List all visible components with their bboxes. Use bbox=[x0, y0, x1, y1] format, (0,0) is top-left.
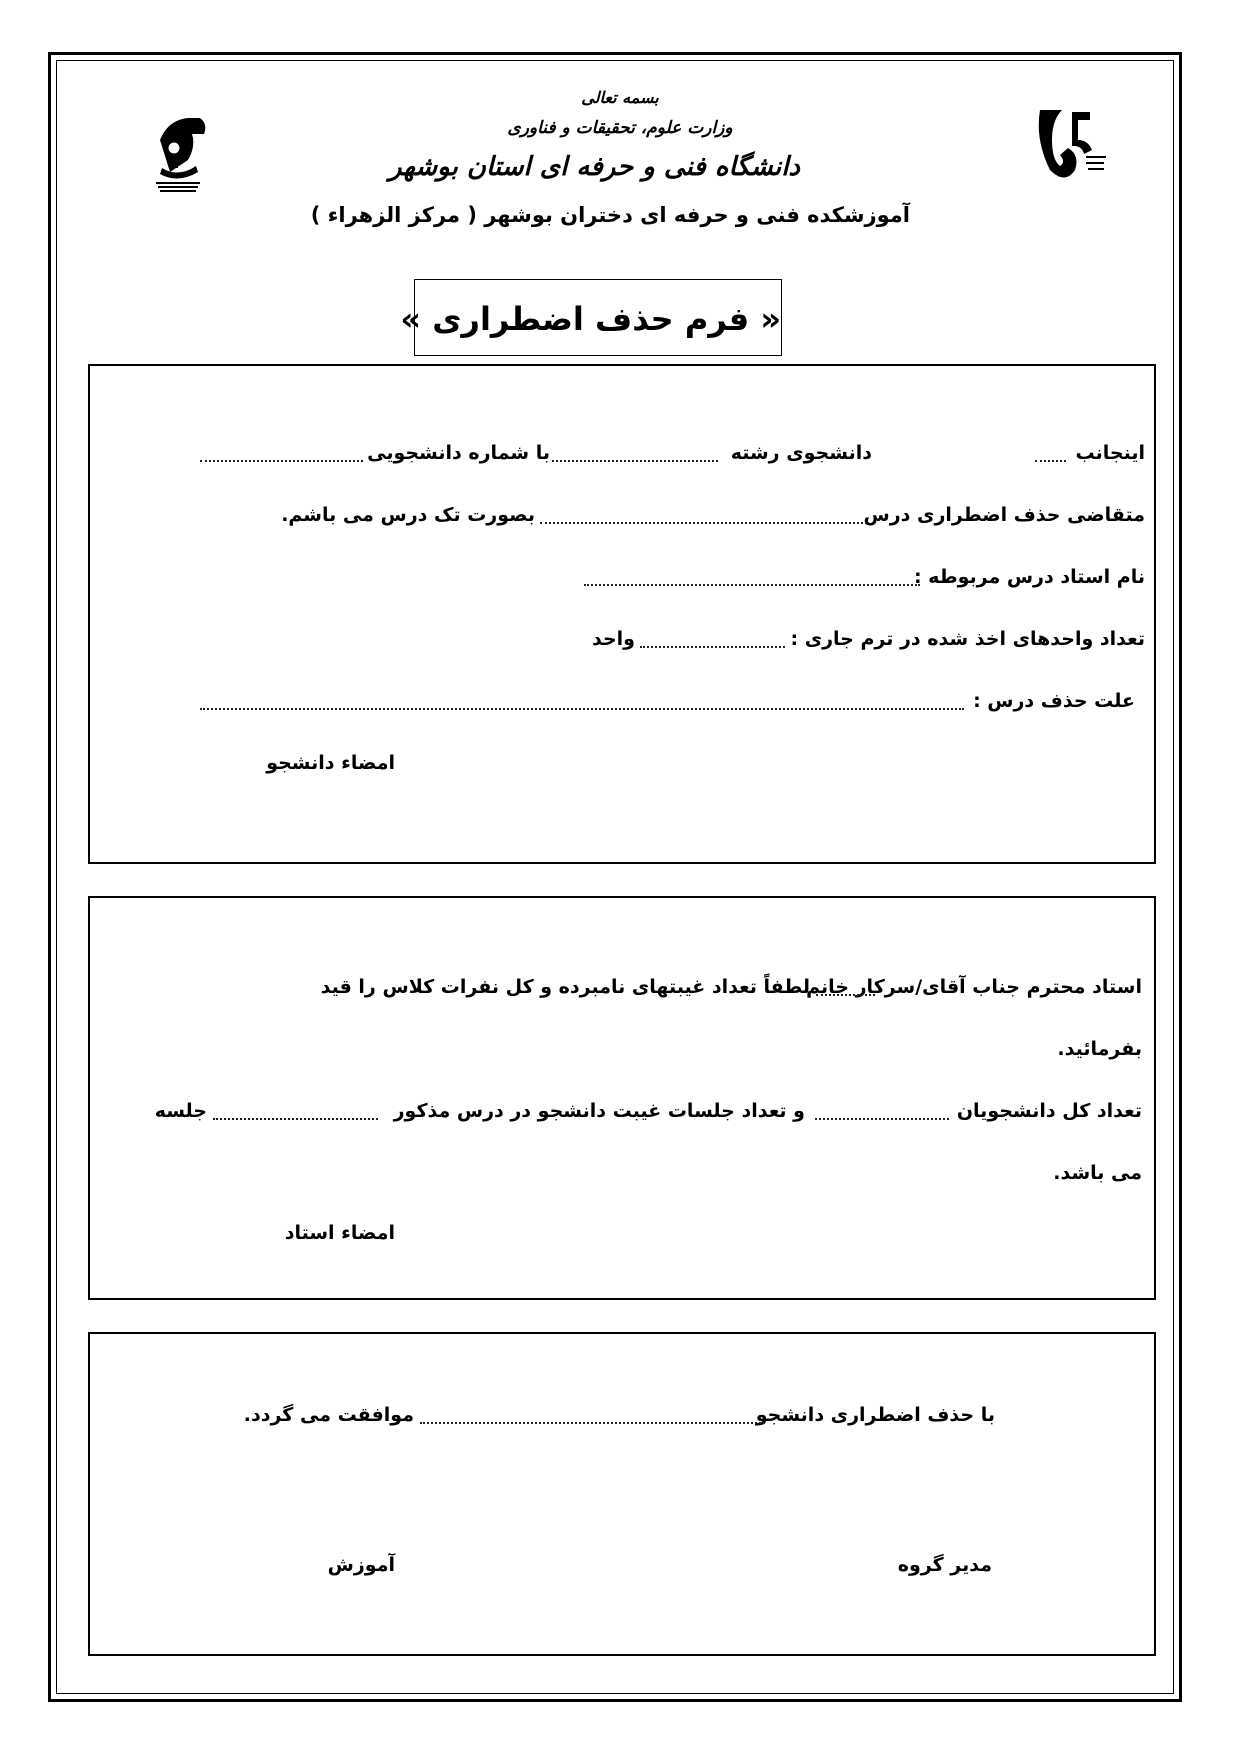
form-title-box bbox=[400, 279, 782, 356]
student-request-section bbox=[88, 364, 1156, 864]
university-name: دانشگاه فنی و حرفه ای استان بوشهر bbox=[389, 152, 800, 182]
college-logo bbox=[1030, 100, 1110, 190]
single-course-label: بصورت تک درس می باشم. bbox=[281, 504, 535, 526]
absence-sessions-field[interactable] bbox=[213, 1118, 378, 1120]
deletion-reason-label: علت حذف درس : bbox=[973, 690, 1135, 712]
professor-section bbox=[88, 896, 1156, 1300]
sessions-suffix: جلسه bbox=[154, 1100, 207, 1122]
total-students-field[interactable] bbox=[815, 1118, 949, 1120]
is-text: می باشد. bbox=[1053, 1162, 1142, 1184]
college-name: آموزشکده فنی و حرفه ای دختران بوشهر ( مرکز الزهراء ) bbox=[310, 203, 910, 227]
deletion-reason-field[interactable] bbox=[200, 708, 964, 710]
total-students-label: تعداد کل دانشجویان bbox=[956, 1100, 1142, 1122]
form-title: « فرم حذف اضطراری » bbox=[400, 300, 781, 338]
course-request-label: متقاضی حذف اضطراری درس bbox=[863, 504, 1145, 526]
professor-signature-label: امضاء استاد bbox=[284, 1222, 395, 1244]
course-name-field[interactable] bbox=[540, 522, 867, 524]
approval-student-field[interactable] bbox=[420, 1422, 765, 1424]
professor-address-label: استاد محترم جناب آقای/سرکار خانم bbox=[806, 976, 1142, 998]
student-name-field[interactable] bbox=[1035, 460, 1066, 462]
approval-section bbox=[88, 1332, 1156, 1656]
units-suffix: واحد bbox=[592, 628, 635, 650]
group-manager-signature: مدیر گروه bbox=[897, 1554, 992, 1576]
student-major-field[interactable] bbox=[552, 460, 718, 462]
professor-address-field[interactable] bbox=[816, 994, 875, 996]
education-signature: آموزش bbox=[327, 1554, 395, 1576]
bismillah: بسمه تعالی bbox=[581, 88, 659, 107]
absence-request-text: لطفاً تعداد غیبتهای نامبرده و کل نفرات کلاس را قید bbox=[320, 976, 810, 998]
student-signature-label: امضاء دانشجو bbox=[266, 752, 395, 774]
units-field[interactable] bbox=[640, 646, 785, 648]
student-number-field[interactable] bbox=[200, 460, 363, 462]
professor-name-field[interactable] bbox=[584, 584, 920, 586]
university-logo bbox=[148, 110, 218, 200]
professor-name-label: نام استاد درس مربوطه : bbox=[913, 566, 1145, 588]
approval-label: با حذف اضطراری دانشجو bbox=[755, 1404, 995, 1426]
student-intro-label: اینجانب bbox=[1075, 442, 1145, 464]
student-major-label: دانشجوی رشته bbox=[730, 442, 872, 464]
student-number-label: با شماره دانشجویی bbox=[367, 442, 550, 464]
absence-sessions-label: و تعداد جلسات غیبت دانشجو در درس مذکور bbox=[393, 1100, 805, 1122]
please-text: بفرمائید. bbox=[1057, 1038, 1142, 1060]
units-label: تعداد واحدهای اخذ شده در ترم جاری : bbox=[790, 628, 1145, 650]
ministry-name: وزارت علوم، تحقیقات و فناوری bbox=[507, 118, 733, 138]
approval-suffix: موافقت می گردد. bbox=[243, 1404, 414, 1426]
